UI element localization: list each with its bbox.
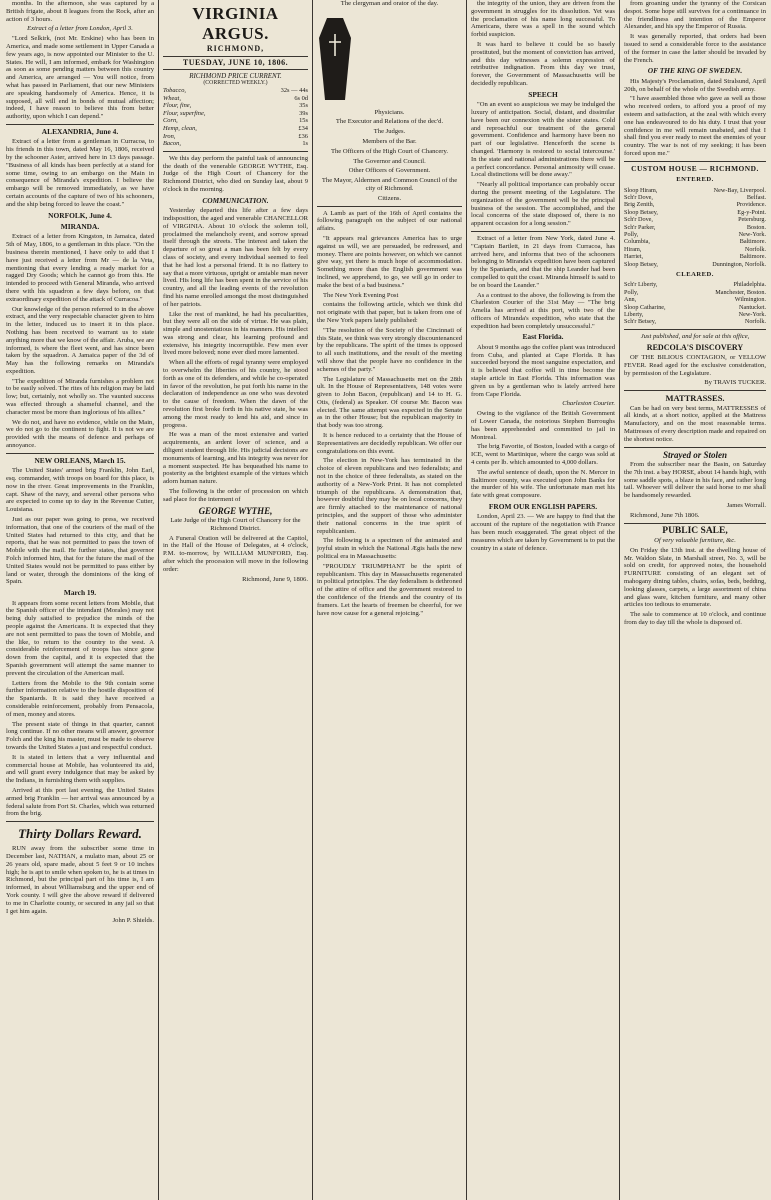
article-newyork-extract: Extract of a letter from New York, dated June 4. "Captain Bartlett, in 21 days from Curracoa, has arrived here, and informs that two of the schooners belonging to Miranda's expedition have been captured by the Spaniards, and that the ship Leander had been compelled to quit the coast. Miranda himself is said to be on board the Leander.": [471, 234, 615, 289]
divider: [317, 206, 462, 207]
divider: [6, 453, 154, 454]
article-integrity-2: It was hard to believe it could be so basely prostituted, but the moment of conviction has arrived, and this day witnesses a solemn expression of retributive indignation. From this day we trust, forever, the Government of Massachusetts will be decidedly republican.: [471, 40, 615, 87]
procession-list: [317, 109, 462, 203]
entered-heading: ENTERED.: [676, 176, 714, 184]
price-current-title: RICHMOND PRICE CURRENT.: [189, 72, 282, 80]
price-item-value: 35s: [299, 102, 308, 110]
price-item-name: Iron,: [163, 132, 176, 140]
procession-lead: The clergyman and orator of the day.: [340, 0, 439, 7]
masthead-date: TUESDAY, JUNE 10, 1806.: [163, 56, 308, 70]
article-ny: contains the following article, which we think did not originate with that paper, but is taken from one of the New York papers lately published:: [317, 301, 462, 324]
vessel-port: Norfolk.: [744, 245, 766, 253]
sale-ad: On Friday the 13th inst. at the dwelling house of Mr. Waldon Slate, in Marshall street, No. 3, will be sold on credit, for approved notes, the household FURNITURE consisting of an elegant set of mahogany dining tables, chairs, sofas, beds, bedding, looking glasses, carpets, a large assortment of china and glass ware, kitchen furniture, and many other articles too tedious to enumerate.: [624, 546, 766, 609]
article-legislature-2: It is hence reduced to a certainty that the House of Representatives are decidedly republican. We offer our congratulations on this event.: [317, 432, 462, 455]
vessel-name: Sch'r Dove,: [624, 193, 653, 201]
column-rule: [466, 0, 467, 1200]
sale-subheading: Of very valuable furniture, &c.: [654, 537, 736, 545]
divider: [624, 329, 766, 330]
vessel-port: Nantucket.: [739, 303, 766, 311]
column-5: [624, 0, 766, 1200]
vessel-port: Baltimore.: [739, 238, 766, 246]
article-march-19: It appears from some recent letters from Mobile, that the Spanish officer of the intendant (Morales) may not being duly satisfied to prejudice the minds of the people against the Americans. It is expected that they are not sent permitted to pass the town of Mobile, and the like, to return to the country to the west. A considerable reinforcement of troops has since gone down from the capital, and it is expected that the Spanish government will attempt the same manner to prevent the circulation of the American mail.: [6, 599, 154, 677]
procession-item: The Executor and Relations of the dec'd.: [335, 118, 444, 126]
column-2: [163, 0, 308, 1200]
price-item-name: Flour, fine,: [163, 102, 192, 110]
vessel-name: Columbia,: [624, 238, 650, 246]
price-row: [163, 102, 308, 110]
dateline-new-orleans: NEW ORLEANS, March 15.: [34, 455, 126, 465]
article-london: "Lord Selkirk, (not Mr. Erskine) who has been in America, and made some settlement in Upper Canada a few years ago, is now appointed our Minister to the U. States. He will, I am informed, embark for Washington as soon as some pending matters between this country and America, are arranged — You will notice, from what has passed in Parliament, that our new Ministers are speaking handsomely of America. Hence, it is supposed, all will end in bonds of mutual affection; indeed, I have reason to believe this from better authority, upon which I can depend.": [6, 35, 154, 121]
vessel-port: New-York.: [738, 231, 766, 238]
price-row: [163, 87, 308, 95]
extract-heading: Extract of a letter from London, April 3.: [27, 25, 133, 33]
article-english: London, April 23. — We are happy to find that the account of the rupture of the negotiation with France has been much exaggerated. The great object of the measures which are taken by Government is to put the country in a state of defence.: [471, 513, 615, 552]
price-row: [163, 95, 308, 103]
divider: [6, 124, 154, 125]
article-miranda-3: "The expedition of Miranda furnishes a problem not to be easily solved. The rites of his religion may be laid low; but, certainly, not wholly so. The vaunted success was effected through a shameful channel, and the character most be more than inglorious of his allies.": [6, 377, 154, 416]
vessel-name: Sch'r Betsey,: [624, 318, 656, 326]
vessel-port: New-York.: [738, 311, 766, 319]
vessel-name: Harriet,: [624, 253, 644, 261]
publication-signature: By TRAVIS TUCKER.: [704, 379, 766, 387]
price-row: [163, 125, 308, 133]
price-item-name: Corn,: [163, 117, 178, 125]
vessel-port: Dunnington, Norfolk.: [712, 260, 766, 268]
communication-text-5: The following is the order of procession on which sad place for the interment of: [163, 488, 308, 503]
column-3: [317, 0, 462, 1200]
reward-heading: Thirty Dollars Reward.: [18, 826, 142, 842]
article-ny-quote: "The resolution of the Society of the Cincinnati of this State, we think was very strongly discountenanced by the republicans. The spirit of the times is opposed to all such institutions, and the result of the meeting will show that the people have no confidence in the schemes of the party.": [317, 326, 462, 373]
vessel-port: Wilmington.: [734, 296, 766, 304]
article-integrity: the integrity of the union, they are driven from the government in struggles for its dissolution. Yet was the proclamation of his name long successful. To Americans, there was a spell in the sound which forbid suspicion.: [471, 0, 615, 39]
divider: [624, 523, 766, 524]
price-item-value: 6s 0d: [294, 94, 308, 102]
article-march-19-3: The present state of things in that quarter, cannot long continue. If no other means will answer, governor Folch and the king his master, must be made to observe towards the United States a just and respectful conduct.: [6, 720, 154, 751]
communication-text-2: Like the rest of mankind, he had his peculiarities, but they were all on the side of virtue. He was plain, simple and unostentatious in his manners. His intellect was strong and clear, his learning profound and extensive, his integrity incorruptible. Few men ever lived more beloved; none ever died more lamented.: [163, 310, 308, 357]
funeral-notice: A Funeral Oration will be delivered at the Capitol, in the Hall of the House of Delegates, at 4 o'clock, P.M. to-morrow, by WILLIAM MUNFORD, Esq. after which the procession will move in the following order:: [163, 534, 308, 573]
publication-text: OF THE BILIOUS CONTAGION, or YELLOW FEVER. Read aged for the exclusive consideration, by permission of the Legislature.: [624, 354, 766, 377]
article-new-orleans-2: Just as our paper was going to press, we received information, that one of the couriers of the mail of the United States had returned to this city, and that he reports, that he was not permitted to pass the town of Mobile with the mail. He further states, that governor Folch informed him, that for the future the mail of the United States would not be permitted to pass either by land or water, through the dominions of the king of Spain.: [6, 516, 154, 586]
vessel-port: Baltimore.: [739, 253, 766, 261]
article-brig-2: The awful sentence of death, upon the N. Mercer in Baltimore county, was executed upon John Banks for the murder of his wife. The unfortunate man met his fate with great composure.: [471, 468, 615, 500]
wythe-heading: GEORGE WYTHE,: [198, 505, 273, 516]
wythe-subheading: Late Judge of the High Court of Chancery for the Richmond District.: [170, 517, 301, 532]
florida-source: Charleston Courier.: [562, 400, 615, 408]
vessel-name: Sloop Betsey,: [624, 260, 658, 268]
publication-title: REDCOLA'S DISCOVERY: [646, 342, 744, 352]
vessel-port: Eg-y-Point.: [737, 208, 766, 216]
article-miranda-2: Our knowledge of the person referred to in the above extract, and the very respectable character given to him in the letter, induced us to insert it in this place. Nothing has been received to warrant us to state anything more that we know of the affair. Aruba, we are informed, is where the fleet went, and has since been taken by the squadron. A Jamaica paper of the 3d of May has the following remarks on Miranda's expedition.: [6, 305, 154, 375]
article-alexandria: Extract of a letter from a gentleman in Curracoa, to his friends in this town, dated May 16, 1806, received by the schooner Aster, arrived here in 13 days passage. "Business of all kinds has been perfectly at a stand for some time, owing to an embargo on the Main in consequence of Miranda's expedition. I believe the embargo will be removed immediately, as we have certain accounts of the capture of two of his schooners, and the ship being forced to leave the coast.": [6, 138, 154, 208]
column-1: [6, 0, 154, 1200]
price-row: [163, 133, 308, 141]
divider: [624, 161, 766, 162]
vessel-name: Liberty,: [624, 311, 644, 319]
communication-heading: COMMUNICATION.: [202, 195, 269, 205]
price-item-value: 15s: [299, 117, 308, 125]
vessel-port: Belfast.: [746, 193, 766, 201]
procession-item: Physicians.: [374, 108, 405, 116]
price-item-value: £34: [298, 124, 308, 132]
heading-miranda: MIRANDA.: [60, 221, 100, 231]
article-new-orleans: The United States' armed brig Franklin, John Earl, esq. commander, with troops on board for this place, is now in the river. Great improvements in the Franklin, capt. Shaw of the navy, and several other persons who are expected to come up to day in the Revenue Cutter, Louisiana.: [6, 467, 154, 514]
speech-text-2: "Nearly all political importance can probably occur during the present meeting of the Legislature. The organization of the government will be the principal business of the session. The accomplished, and the local concerns of the state disposed of, there is no apparent occasion for a long session.": [471, 181, 615, 228]
column-4: [471, 0, 615, 1200]
king-heading: OF THE KING OF SWEDEN.: [647, 66, 743, 76]
communication-text: Yesterday departed this life after a few days indisposition, the aged and venerable CHANCELLOR of VIRGINIA. About 10 o'clock the solemn toll, proclaimed the melancholy event, and sorrow spread itself through the streets. The interest and taken the departure of so great a man has been felt by every class of society, and every individual seemed to feel that he had lost a personal friend. It is no flattery to say that a more virtuous, upright or amiable man never lived. His long life has been spent in the service of his country, and all the leading events of the revolution find his name enrolled amongst the most distinguished of her patriots.: [163, 207, 308, 308]
article-capture: months. In the afternoon, she was captured by a British frigate, about 8 leagues from the Rock, after an action of 3 hours.: [6, 0, 154, 23]
shipping-news: [624, 165, 766, 326]
dateline-march-19: March 19.: [63, 588, 97, 598]
communication-text-3: When all the efforts of regal tyranny were employed to overwhelm the liberties of his country, he stood forth as one of its defenders, and while he co-operated in favor of the revolution, he put forth his name in the declaration of independence as one who was devoted to the cause of freedom. When the dawn of the revolution first broke forth in his native state, he was among the most ready to lend his aid, and since in progress.: [163, 359, 308, 429]
divider: [163, 151, 308, 152]
price-row: [163, 117, 308, 125]
vessel-name: Sloop Betsey,: [624, 208, 658, 216]
article-election-3: "PROUDLY TRIUMPHANT be the spirit of republicanism. This day in Massachusetts regenerated in political principles. The day federalism is dethroned of the attire of office and the government restored to the confidence of the friends and the country of its framers. Let the hearts of freemen be cheerful, for we have now cause for a general rejoicing.": [317, 562, 462, 617]
sale-heading: PUBLIC SALE,: [662, 525, 728, 536]
article-lamb-quote: "It appears real grievances America has to urge against us will, we are persuaded, be redressed, and money. There are points however, on which we cannot give way, yet there is much hope of accommodation. Something more than the English government was inclined, we apprehend, to go, we will go in order to make the best of a bad business.": [317, 234, 462, 289]
vessel-name: Sch'r Dove,: [624, 216, 653, 224]
stray-heading: Strayed or Stolen: [662, 449, 727, 460]
article-march-19-2: Letters from the Mobile to the 9th contain some further information relative to the hostile disposition of the Spaniards. It is said they have received a considerable reinforcement, probably from Pensacola, of men, money and stores.: [6, 679, 154, 718]
article-florida: About 9 months ago the coffee plant was introduced from Cuba, and planted at Cape Florida. It has succeeded beyond the most sanguine expectation, and it is believed that coffee will in time become the staple article in East Florida. This information was given us by a gentleman who is lately arrived here from Cape Florida.: [471, 343, 615, 398]
vessel-port: Boston.: [746, 223, 766, 231]
price-item-name: Hemp, clean,: [163, 124, 197, 132]
price-item-value: £36: [298, 132, 308, 140]
vessel-name: Sloop Catharine,: [624, 303, 666, 311]
price-item-value: 32s — 44s: [280, 87, 308, 94]
vessel-port: Philadelphia.: [733, 281, 766, 289]
procession-item: The Mayor, Aldermen and Common Council of the city of Richmond.: [321, 177, 458, 192]
procession-item: The Governor and Council.: [353, 157, 426, 165]
article-miranda: Extract of a letter from Kingston, in Jamaica, dated 5th of May, 1806, to a gentleman in this place. "On the business therein mentioned, I have only to add that I have just received a letter from Mr — de la Veta, mentioning that every lending a ready market for a ragged Dry Goods; which he cannot go from this. He intended to proceed with General Miranda, who arrived there with his squadron a few days before, on that extraordinary expedition of the attack of Curracoa.": [6, 233, 154, 303]
divider: [6, 821, 154, 822]
mattresses-ad: Can be had on very best terms, MATTRESSES of all kinds, at a short notice, applied at the Mattress Manufactory, and on the most reasonable terms. Mattresses of every description made and repaired on the shortest notice.: [624, 404, 766, 443]
dateline-alexandria: ALEXANDRIA, June 4.: [41, 126, 119, 136]
publication-notice: Just published, and for sale at this office,: [640, 332, 750, 340]
divider: [624, 390, 766, 391]
vessel-name: Hiram,: [624, 245, 642, 253]
funeral-date: Richmond, June 9, 1806.: [242, 575, 308, 583]
article-march-19-4: It is stated in letters that a very influential and commercial house at Mobile, has volunteered its aid, and will grant every indulgence that may be asked by the Indians, in furnishing them with supplies.: [6, 753, 154, 785]
price-item-value: 39s: [299, 109, 308, 117]
procession-item: The Officers of the High Court of Chancery.: [330, 147, 448, 155]
vessel-name: Polly,: [624, 288, 639, 296]
vessel-name: Polly,: [624, 231, 639, 238]
vessel-name: Sch'r Liberty,: [624, 281, 658, 289]
english-papers-heading: FROM OUR ENGLISH PAPERS.: [488, 502, 598, 512]
column-rule: [619, 0, 620, 1200]
article-lamb: A Lamb as part of the 16th of April contains the following paragraph on the subject of our national affairs.: [317, 209, 462, 233]
masthead-place: RICHMOND,: [206, 44, 265, 53]
article-brig: The brig Favorite, of Boston, loaded with a cargo of ICE, went to Martinique, where the cargo was sold at 4 cents per lb. which amounted to 4,000 dollars.: [471, 443, 615, 467]
column-rule: [312, 0, 313, 1200]
entered-list: [624, 187, 766, 268]
speech-heading: SPEECH: [528, 89, 558, 99]
coffin-icon: [317, 16, 353, 102]
price-current-subtitle: (CORRECTED WEEKLY.): [203, 80, 268, 86]
price-item-name: Bacon,: [163, 140, 181, 148]
article-king-2: "I have assembled those who gave as well as those who received orders, to afford you a proof of my esteem and satisfaction, at the zeal with which every one has endeavoured to do his duty. I trust that your confidence in me will remain unabated, and that I shall find you ever ready to meet the enemies of your country. The war is not of my seeking; it has been forced upon me.": [624, 95, 766, 157]
stray-ad: From the subscriber near the Basin, on Saturday the 7th inst. a bay HORSE, about 14 hands high, with some saddle spots, a blaze in his face, and rather long tail. Whoever will deliver the said horse to me shall be handsomely rewarded.: [624, 461, 766, 500]
article-miranda-4: We do not, and have no evidence, while on the Main, we do not go to the continent to fight. It is not we are provided with the means of defence and perhaps of annoyance.: [6, 418, 154, 450]
article-march-19-5: Arrived at this port last evening, the United States armed brig Franklin — her arrival was announced by a federal salute from Fort St. Charles, which was returned from the brig.: [6, 786, 154, 818]
death-notice: We this day perform the painful task of announcing the death of the venerable GEORGE WYTHE, Esq. Judge of the High Court of Chancery for the Richmond District, who died on Sunday last, about 9 o'clock in the morning.: [163, 154, 308, 193]
speech-text: "On an event so auspicious we may be indulged the luxury of anticipation. Social, distant, and dissimilar have been our connexion with the sister states. Cold and reproachful our treatment of the general government. Confidence and harmony have been no part of our legislative. Henceforth the scene is changed. 'Harmony is restored to social intercourse.' In the state and national administrations there will be a perfect concordance. Personal animosity will cease. Local distinctions will be done away.": [471, 101, 615, 179]
article-election-2: The following is a specimen of the animated and joyful strain in which the National Ægis hails the new political era in Massachusetts:: [317, 537, 462, 561]
vessel-name: Brig Zenith,: [624, 201, 655, 209]
vessel-name: Ann,: [624, 296, 637, 304]
masthead: [163, 4, 308, 70]
price-item-name: Tobacco,: [163, 87, 187, 94]
sale-ad-2: The sale to commence at 10 o'clock, and continue from day to day till the whole is disposed of.: [624, 611, 766, 627]
divider: [624, 447, 766, 448]
vessel-port: Petersburg.: [738, 216, 766, 224]
article-corsican: from groaning under the tyranny of the Corsican despot. Some hope still survives for a continuance in the friendliness and intention of the Emperor Alexander, and his spy the Emperor of Russia.: [624, 0, 766, 31]
customs-heading: CUSTOM HOUSE — RICHMOND.: [631, 163, 759, 173]
procession-item: Other Officers of Government.: [348, 167, 431, 175]
article-election: The election in New-York has terminated in the choice of eleven republicans and two federalists; and not in the choice of three federalists, as stated on the authority of a New-York Print. It has not completed triumph of the republicans. A demonstration that, however doubtful they may be on local concerns, they are firmly attached to the maintenance of national principles, and the support of those who administer their national concerns in the true spirit of republicanism.: [317, 457, 462, 535]
procession-item: Members of the Bar.: [362, 137, 417, 145]
article-ny-head: The New York Evening Post: [323, 291, 399, 299]
florida-heading: East Florida.: [522, 332, 564, 342]
masthead-title: VIRGINIA ARGUS.: [192, 4, 279, 43]
article-king: His Majesty's Proclamation, dated Stralsund, April 20th, on behalf of the whole of the Swedish army.: [624, 77, 766, 93]
stray-signature: James Worrall.: [726, 502, 766, 510]
dateline-norfolk: NORFOLK, June 4.: [48, 210, 112, 220]
price-row: [163, 140, 308, 148]
price-item-value: 1s: [302, 140, 308, 148]
article-legislature: The Legislature of Massachusetts met on the 28th ult. In the House of Representatives, 148 votes were given to John Bacon, (republican) and 14 to H. G. Otis, (federal) as Speaker. Of course Mr. Bacon was elected. The same attempt was expected in the Senate as in the other House; but the republican majority in that body was too strong.: [317, 375, 462, 430]
reward-ad: RUN away from the subscriber some time in December last, NATHAN, a mulatto man, about 25 or 26 years old, spare made, about 5 feet 9 or 10 inches high; he is apt to smile when spoken to, he is at times in Richmond, but the principal part of his time is, I am informed, in about Williamsburg and the upper end of York county. I will give the above reward if delivered to me in Charlotte county, or secured in any jail so that I get him again.: [6, 845, 154, 915]
vessel-port: Manchester, Boston.: [715, 288, 766, 296]
mattresses-heading: MATTRASSES.: [665, 393, 725, 404]
cleared-list: [624, 281, 766, 325]
price-row: [163, 110, 308, 118]
article-corsican-2: It was generally reported, that orders had been issued to send a considerable force to the assistance of the former in case the latter should be invaded by the French.: [624, 33, 766, 64]
article-vigilance: Owing to the vigilance of the British Government of Lower Canada, the notorious Stephen Burroughs has been apprehended and committed to jail in Montreal.: [471, 410, 615, 441]
article-charleston: As a contrast to the above, the following is from the Charleston Courier of the 31st May — "The brig Amelia has arrived at this port, with two of the officers of Miranda's expedition, who state that the expedition had been completely unsuccessful.": [471, 291, 615, 330]
divider: [471, 231, 615, 232]
vessel-name: Sloop Hiram,: [624, 186, 658, 194]
vessel-name: Sch'r Parker,: [624, 223, 656, 231]
vessel-port: Norfolk.: [744, 318, 766, 326]
vessel-port: New-Bay, Liverpool.: [713, 186, 766, 194]
price-item-name: Flour, superfine,: [163, 109, 206, 117]
price-table: [163, 87, 308, 148]
procession-item: The Judges.: [373, 128, 406, 136]
communication-text-4: He was a man of the most extensive and varied acquirements, an ardent lover of science, and a diligent student through life. His judicial decisions are monuments of learning, and his integrity was never for a moment suspected. He has bequeathed his name to posterity as the brightest example of the virtues which adorn human nature.: [163, 431, 308, 486]
procession-item: Citizens.: [377, 194, 402, 202]
cleared-heading: CLEARED.: [676, 271, 714, 279]
price-item-name: Wheat,: [163, 94, 181, 102]
reward-signature: John P. Shields.: [112, 917, 154, 925]
vessel-port: Providence.: [736, 201, 766, 209]
stray-date: Richmond, June 7th 1806.: [630, 511, 700, 519]
column-rule: [158, 0, 159, 1200]
